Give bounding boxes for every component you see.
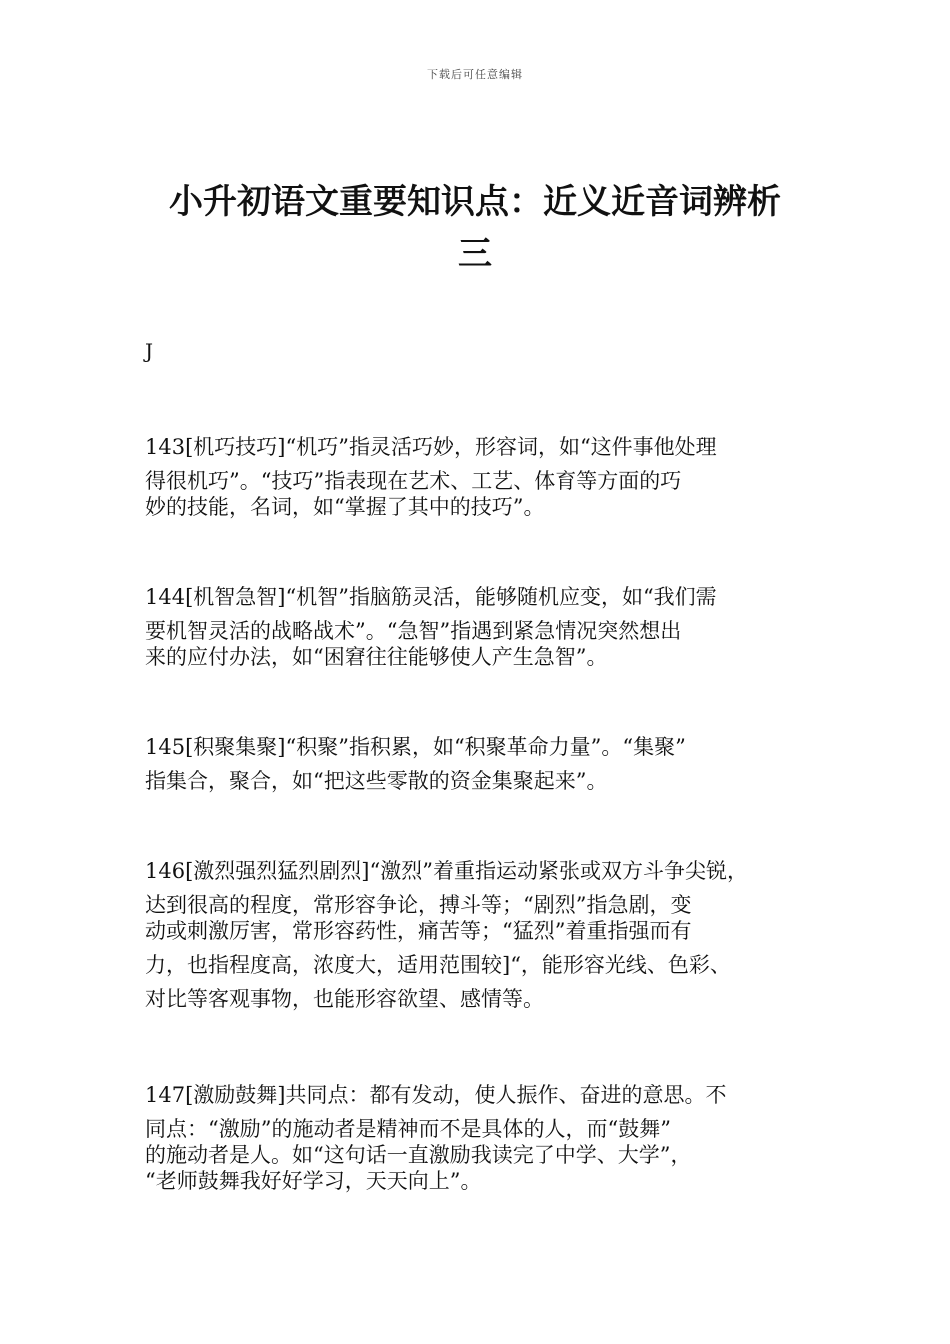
entry-line: 动或刺激厉害，常形容药性，痛苦等；“猛烈”着重指强而有 bbox=[145, 919, 692, 943]
page-title bbox=[140, 176, 810, 280]
header-note: 下载后可任意编辑 bbox=[427, 68, 523, 81]
entry-line: 来的应付办法，如“困窘往往能够使人产生急智”。 bbox=[145, 645, 608, 669]
entry-line: 要机智灵活的战略战术”。“急智”指遇到紧急情况突然想出 bbox=[145, 619, 682, 643]
entry-143 bbox=[145, 434, 835, 520]
entry-144 bbox=[145, 584, 835, 670]
entry-145 bbox=[145, 734, 835, 794]
entry-line: 对比等客观事物，也能形容欲望、感情等。 bbox=[145, 987, 544, 1011]
entry-line: 144[机智急智]“机智”指脑筋灵活，能够随机应变，如“我们需 bbox=[145, 585, 717, 609]
entry-147 bbox=[145, 1082, 835, 1194]
stray-text: J bbox=[145, 339, 154, 363]
entry-line: 145[积聚集聚]“积聚”指积累，如“积聚革命力量”。“集聚” bbox=[145, 735, 686, 759]
entry-line: 达到很高的程度，常形容争论，搏斗等；“剧烈”指急剧，变 bbox=[145, 893, 692, 917]
title-line-1: 小升初语文重要知识点：近义近音词辨析 bbox=[169, 182, 781, 222]
entry-line: 妙的技能，名词，如“掌握了其中的技巧”。 bbox=[145, 495, 545, 519]
entry-line: 的施动者是人。如“这句话一直激励我读完了中学、大学”， bbox=[145, 1143, 692, 1167]
entry-line: 得很机巧”。“技巧”指表现在艺术、工艺、体育等方面的巧 bbox=[145, 469, 682, 493]
entry-line: 147[激励鼓舞]共同点：都有发动，使人振作、奋进的意思。不 bbox=[145, 1083, 727, 1107]
entry-line: 力，也指程度高，浓度大，适用范围较]“，能形容光线、色彩、 bbox=[145, 953, 731, 977]
entry-line: “老师鼓舞我好好学习，天天向上”。 bbox=[145, 1169, 482, 1193]
title-line-2: 三 bbox=[458, 234, 492, 274]
entry-line: 同点：“激励”的施动者是精神而不是具体的人，而“鼓舞” bbox=[145, 1117, 671, 1141]
entry-line: 指集合，聚合，如“把这些零散的资金集聚起来”。 bbox=[145, 769, 608, 793]
entry-line: 143[机巧技巧]“机巧”指灵活巧妙，形容词，如“这件事他处理 bbox=[145, 435, 717, 459]
entry-146 bbox=[145, 858, 835, 1012]
entry-line: 146[激烈强烈猛烈剧烈]“激烈”着重指运动紧张或双方斗争尖锐， bbox=[145, 859, 748, 883]
